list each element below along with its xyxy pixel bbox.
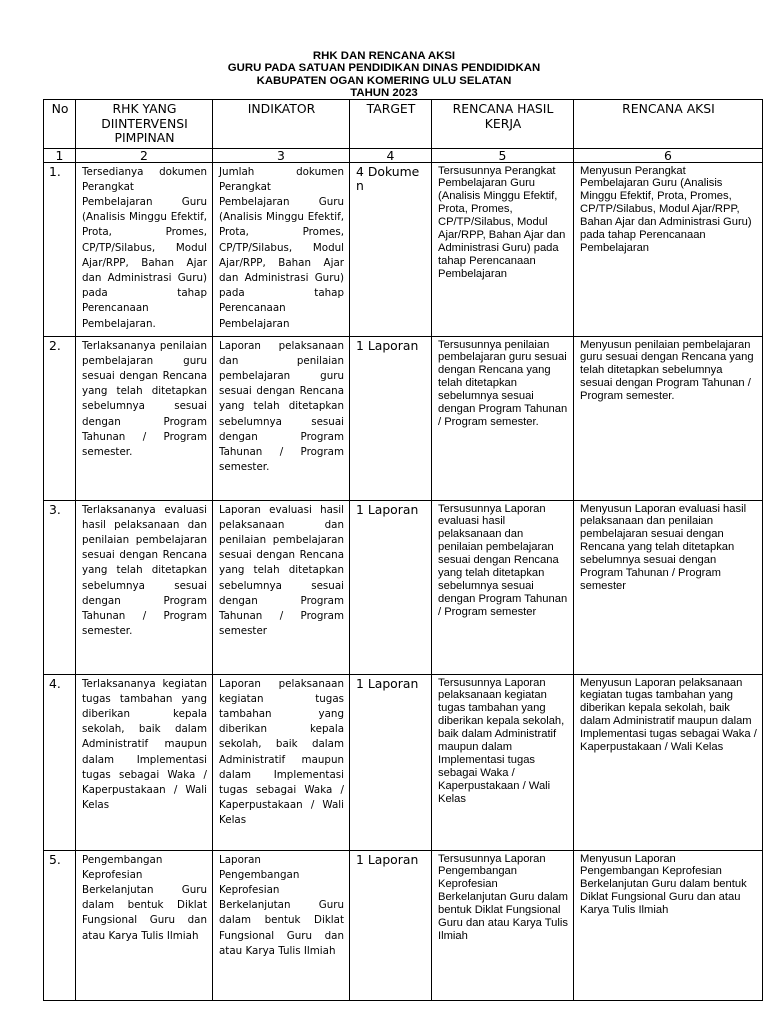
- column-number: 1: [44, 148, 76, 162]
- cell-indikator: Jumlah dokumen Perangkat Pembelajaran Guru (Analisis Minggu Efektif, Prota, Promes, CP/TP/Silabus, Modul Ajar/RPP, Bahan Ajar dan Administrasi Guru) pada tahap Perencanaan Pembelajaran: [213, 162, 350, 336]
- cell-no: 2.: [44, 336, 76, 500]
- title-line: RHK DAN RENCANA AKSI: [312, 50, 456, 62]
- column-number: 6: [574, 148, 763, 162]
- cell-no: 5.: [44, 850, 76, 1000]
- table-row: [44, 850, 763, 1000]
- cell-rencana-aksi: Menyusun Laporan evaluasi hasil pelaksanaan dan penilaian pembelajaran sesuai dengan Rencana yang telah ditetapkan sebelumnya sesuai dengan Program Tahunan / Program semester: [574, 500, 763, 674]
- table-row: [44, 500, 763, 674]
- cell-rhk: Terlaksananya evaluasi hasil pelaksanaan dan penilaian pembelajaran sesuai dengan Rencana yang telah ditetapkan sebelumnya sesuai dengan Program Tahunan / Program semester.: [76, 500, 213, 674]
- cell-rencana-hasil: Tersusunnya Laporan evaluasi hasil pelaksanaan dan penilaian pembelajaran sesuai dengan Rencana yang telah ditetapkan sebelumnya sesuai dengan Program Tahunan / Program semester: [432, 500, 574, 674]
- cell-rencana-aksi: Menyusun Perangkat Pembelajaran Guru (Analisis Minggu Efektif, Prota, Promes, CP/TP/Silabus, Modul Ajar/RPP, Bahan Ajar dan Administrasi Guru) pada tahap Perencanaan Pembelajaran: [574, 162, 763, 336]
- document-title: [0, 50, 768, 100]
- cell-indikator: Laporan pelaksanaan dan penilaian pembelajaran guru sesuai dengan Rencana yang telah ditetapkan sebelumnya sesuai dengan Program Tahunan / Program semester.: [213, 336, 350, 500]
- title-line: KABUPATEN OGAN KOMERING ULU SELATAN: [256, 74, 512, 87]
- cell-rhk: Terlaksananya penilaian pembelajaran guru sesuai dengan Rencana yang telah ditetapkan sebelumnya sesuai dengan Program Tahunan / Program semester.: [76, 336, 213, 500]
- column-number-row: [44, 148, 763, 162]
- header-row: [44, 100, 763, 149]
- header-indikator: INDIKATOR: [213, 100, 350, 149]
- rhk-table: [43, 99, 763, 1001]
- cell-target: 1 Laporan: [350, 674, 432, 850]
- cell-target: 4 Dokumen: [350, 162, 432, 336]
- cell-rencana-aksi: Menyusun Laporan pelaksanaan kegiatan tugas tambahan yang diberikan kepala sekolah, baik dalam Administratif maupun dalam Implementasi tugas sebagai Waka / Kaperpustakaan / Wali Kelas: [574, 674, 763, 850]
- cell-no: 4.: [44, 674, 76, 850]
- cell-rencana-hasil: Tersusunnya penilaian pembelajaran guru sesuai dengan Rencana yang telah ditetapkan sebelumnya sesuai dengan Program Tahunan / Program semester.: [432, 336, 574, 500]
- cell-rhk: Pengembangan Keprofesian Berkelanjutan Guru dalam bentuk Diklat Fungsional Guru dan atau Karya Tulis Ilmiah: [76, 850, 213, 1000]
- table-row: [44, 674, 763, 850]
- title-line: GURU PADA SATUAN PENDIDIKAN DINAS PENDIDIDKAN: [227, 62, 541, 75]
- cell-no: 3.: [44, 500, 76, 674]
- cell-rhk: Tersedianya dokumen Perangkat Pembelajaran Guru (Analisis Minggu Efektif, Prota, Promes, CP/TP/Silabus, Modul Ajar/RPP, Bahan Ajar dan Administrasi Guru) pada tahap Perencanaan Pembelajaran.: [76, 162, 213, 336]
- column-number: 3: [213, 148, 350, 162]
- cell-no: 1.: [44, 162, 76, 336]
- cell-rencana-hasil: Tersusunnya Perangkat Pembelajaran Guru (Analisis Minggu Efektif, Prota, Promes, CP/TP/Silabus, Modul Ajar/RPP, Bahan Ajar dan Administrasi Guru) pada tahap Perencanaan Pembelajaran: [432, 162, 574, 336]
- cell-rhk: Terlaksananya kegiatan tugas tambahan yang diberikan kepala sekolah, baik dalam Administratif maupun dalam Implementasi tugas sebagai Waka / Kaperpustakaan / Wali Kelas: [76, 674, 213, 850]
- cell-indikator: Laporan Pengembangan Keprofesian Berkelanjutan Guru dalam bentuk Diklat Fungsional Guru dan atau Karya Tulis Ilmiah: [213, 850, 350, 1000]
- header-rhk: RHK YANG DIINTERVENSI PIMPINAN: [76, 100, 213, 149]
- header-rencana-aksi: RENCANA AKSI: [574, 100, 763, 149]
- column-number: 2: [76, 148, 213, 162]
- cell-rencana-hasil: Tersusunnya Laporan pelaksanaan kegiatan tugas tambahan yang diberikan kepala sekolah, baik dalam Administratif maupun dalam Implementasi tugas sebagai Waka / Kaperpustakaan / Wali Kelas: [432, 674, 574, 850]
- column-number: 5: [432, 148, 574, 162]
- cell-indikator: Laporan evaluasi hasil pelaksanaan dan penilaian pembelajaran sesuai dengan Rencana yang telah ditetapkan sebelumnya sesuai dengan Program Tahunan / Program semester: [213, 500, 350, 674]
- table-row: [44, 336, 763, 500]
- column-number: 4: [350, 148, 432, 162]
- header-target: TARGET: [350, 100, 432, 149]
- cell-rencana-aksi: Menyusun Laporan Pengembangan Keprofesian Berkelanjutan Guru dalam bentuk Diklat Fungsional Guru dan atau Karya Tulis Ilmiah: [574, 850, 763, 1000]
- cell-rencana-aksi: Menyusun penilaian pembelajaran guru sesuai dengan Rencana yang telah ditetapkan sebelumnya sesuai dengan Program Tahunan / Program semester.: [574, 336, 763, 500]
- cell-target: 1 Laporan: [350, 850, 432, 1000]
- header-rencana-hasil: RENCANA HASIL KERJA: [432, 100, 574, 149]
- title-line: TAHUN 2023: [350, 87, 418, 100]
- cell-rencana-hasil: Tersusunnya Laporan Pengembangan Keprofesian Berkelanjutan Guru dalam bentuk Diklat Fungsional Guru dan atau Karya Tulis Ilmiah: [432, 850, 574, 1000]
- table-row: [44, 162, 763, 336]
- cell-target: 1 Laporan: [350, 500, 432, 674]
- cell-target: 1 Laporan: [350, 336, 432, 500]
- cell-indikator: Laporan pelaksanaan kegiatan tugas tambahan yang diberikan kepala sekolah, baik dalam Administratif maupun dalam Implementasi tugas sebagai Waka / Kaperpustakaan / Wali Kelas: [213, 674, 350, 850]
- header-no: No: [44, 100, 76, 149]
